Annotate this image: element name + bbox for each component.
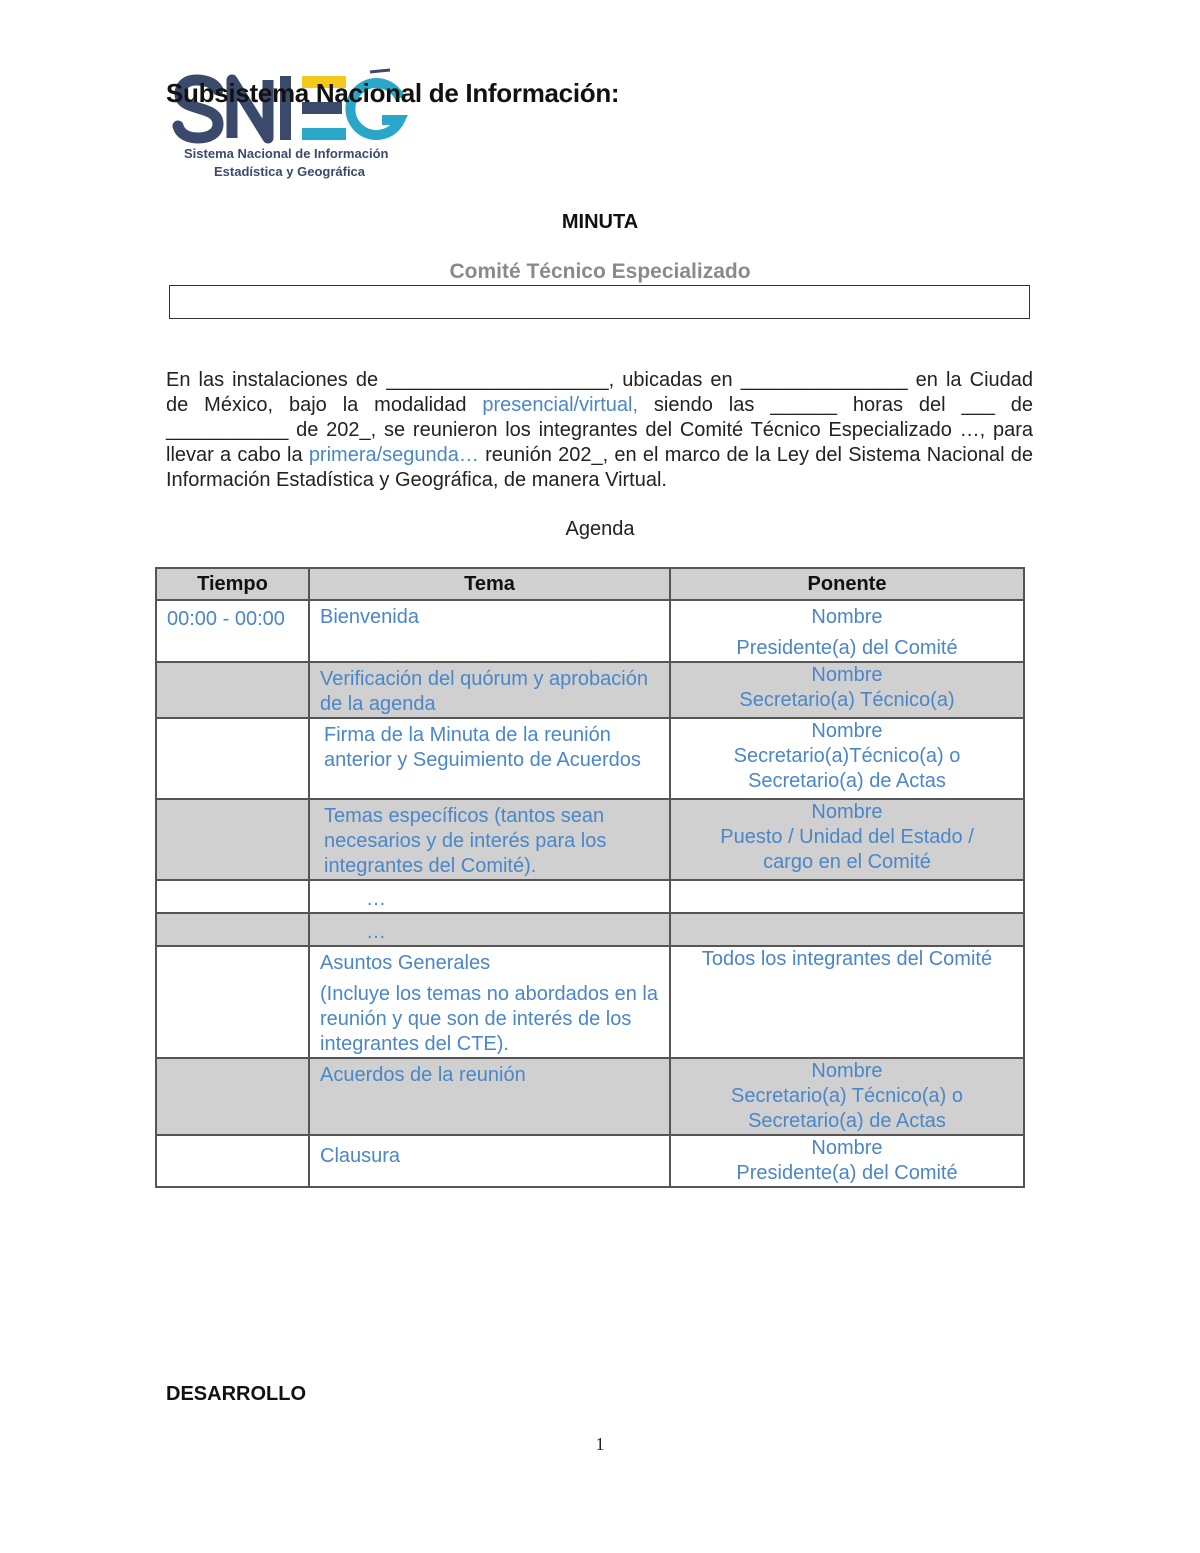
speaker-line: Puesto / Unidad del Estado / — [720, 826, 974, 848]
speaker-line: Nombre — [811, 801, 883, 823]
subsystem-title: Subsistema Nacional de Información: — [166, 78, 620, 108]
committee-name-field[interactable] — [169, 285, 1030, 319]
time-cell — [156, 718, 309, 799]
topic-cell: … — [309, 913, 670, 946]
logo-subtitle-line2: Estadística y Geográfica — [214, 164, 366, 179]
table-row — [156, 1058, 1024, 1135]
speaker-cell — [670, 913, 1024, 946]
sesion-text: primera/segunda… — [308, 444, 479, 466]
time-cell — [156, 799, 309, 880]
speaker-cell — [670, 880, 1024, 913]
speaker-line: Secretario(a) de Actas — [748, 770, 946, 792]
agenda-header-row — [156, 568, 1024, 600]
time-cell — [156, 913, 309, 946]
speaker-line: cargo en el Comité — [763, 851, 931, 873]
header-ponente: Ponente — [670, 568, 1024, 600]
time-cell: 00:00 - 00:00 — [156, 600, 309, 662]
speaker-cell — [670, 662, 1024, 718]
speaker-cell — [670, 1135, 1024, 1187]
topic-cell: Bienvenida — [309, 600, 670, 662]
desarrollo-heading: DESARROLLO — [166, 1383, 306, 1405]
time-cell — [156, 1058, 309, 1135]
table-row — [156, 662, 1024, 718]
topic-cell: Acuerdos de la reunión — [309, 1058, 670, 1135]
speaker-line: Nombre — [811, 1137, 883, 1159]
speaker-line: Nombre — [811, 720, 883, 742]
intro-text-part3: reunión 202_, en el marco de la Ley del Sistema Nacional de Información Estadística y Geográfica, de manera Virtual. — [166, 444, 1033, 491]
logo-subtitle-line1: Sistema Nacional de Información — [184, 146, 389, 161]
table-row — [156, 718, 1024, 799]
speaker-line: Nombre — [811, 606, 883, 628]
speaker-line: Presidente(a) del Comité — [736, 637, 958, 659]
modalidad-text: presencial/virtual, — [482, 394, 639, 416]
topic-note: (Incluye los temas no abordados en la reunión y que son de interés de los integrantes del CTE). — [320, 983, 658, 1055]
speaker-cell — [670, 600, 1024, 662]
page-number: 1 — [595, 1434, 605, 1454]
table-row — [156, 913, 1024, 946]
table-row — [156, 600, 1024, 662]
intro-text-part2: siendo las ______ horas del ___ de ___________ de 202_, se reunieron los integrantes del Comité Técnico Especializado …, para llevar a cabo la — [166, 394, 1033, 466]
topic-cell: Temas específicos (tantos sean necesarios y de interés para los integrantes del Comité). — [309, 799, 670, 880]
table-row — [156, 1135, 1024, 1187]
speaker-line: Presidente(a) del Comité — [736, 1162, 958, 1184]
speaker-line: Nombre — [811, 664, 883, 686]
agenda-table — [155, 567, 1025, 1188]
topic-cell: Firma de la Minuta de la reunión anterior y Seguimiento de Acuerdos — [309, 718, 670, 799]
intro-text-part1: En las instalaciones de ____________________, ubicadas en _______________ en la Ciudad de México, bajo la modalidad — [166, 369, 1033, 416]
topic-cell — [309, 946, 670, 1058]
table-row — [156, 799, 1024, 880]
committee-label: Comité Técnico Especializado — [449, 260, 751, 283]
speaker-line: Nombre — [811, 1060, 883, 1082]
speaker-cell — [670, 718, 1024, 799]
speaker-cell — [670, 799, 1024, 880]
speaker-cell — [670, 1058, 1024, 1135]
time-cell — [156, 662, 309, 718]
time-cell — [156, 1135, 309, 1187]
topic-cell: Clausura — [309, 1135, 670, 1187]
intro-paragraph — [166, 368, 1033, 493]
agenda-title: Agenda — [565, 518, 635, 540]
speaker-line: Secretario(a) de Actas — [748, 1110, 946, 1132]
document-heading: MINUTA — [561, 211, 639, 233]
header-tema: Tema — [309, 568, 670, 600]
speaker-cell — [670, 946, 1024, 1058]
speaker-line: Secretario(a) Técnico(a) o — [731, 1085, 963, 1107]
table-row — [156, 880, 1024, 913]
speaker-line: Secretario(a) Técnico(a) — [739, 689, 955, 711]
header-tiempo: Tiempo — [156, 568, 309, 600]
topic-cell: … — [309, 880, 670, 913]
speaker-line: Secretario(a)Técnico(a) o — [733, 745, 961, 767]
topic-title: Asuntos Generales — [320, 952, 491, 974]
time-cell — [156, 880, 309, 913]
time-cell — [156, 946, 309, 1058]
topic-cell: Verificación del quórum y aprobación de la agenda — [309, 662, 670, 718]
table-row — [156, 946, 1024, 1058]
speaker-line: Todos los integrantes del Comité — [701, 948, 993, 970]
